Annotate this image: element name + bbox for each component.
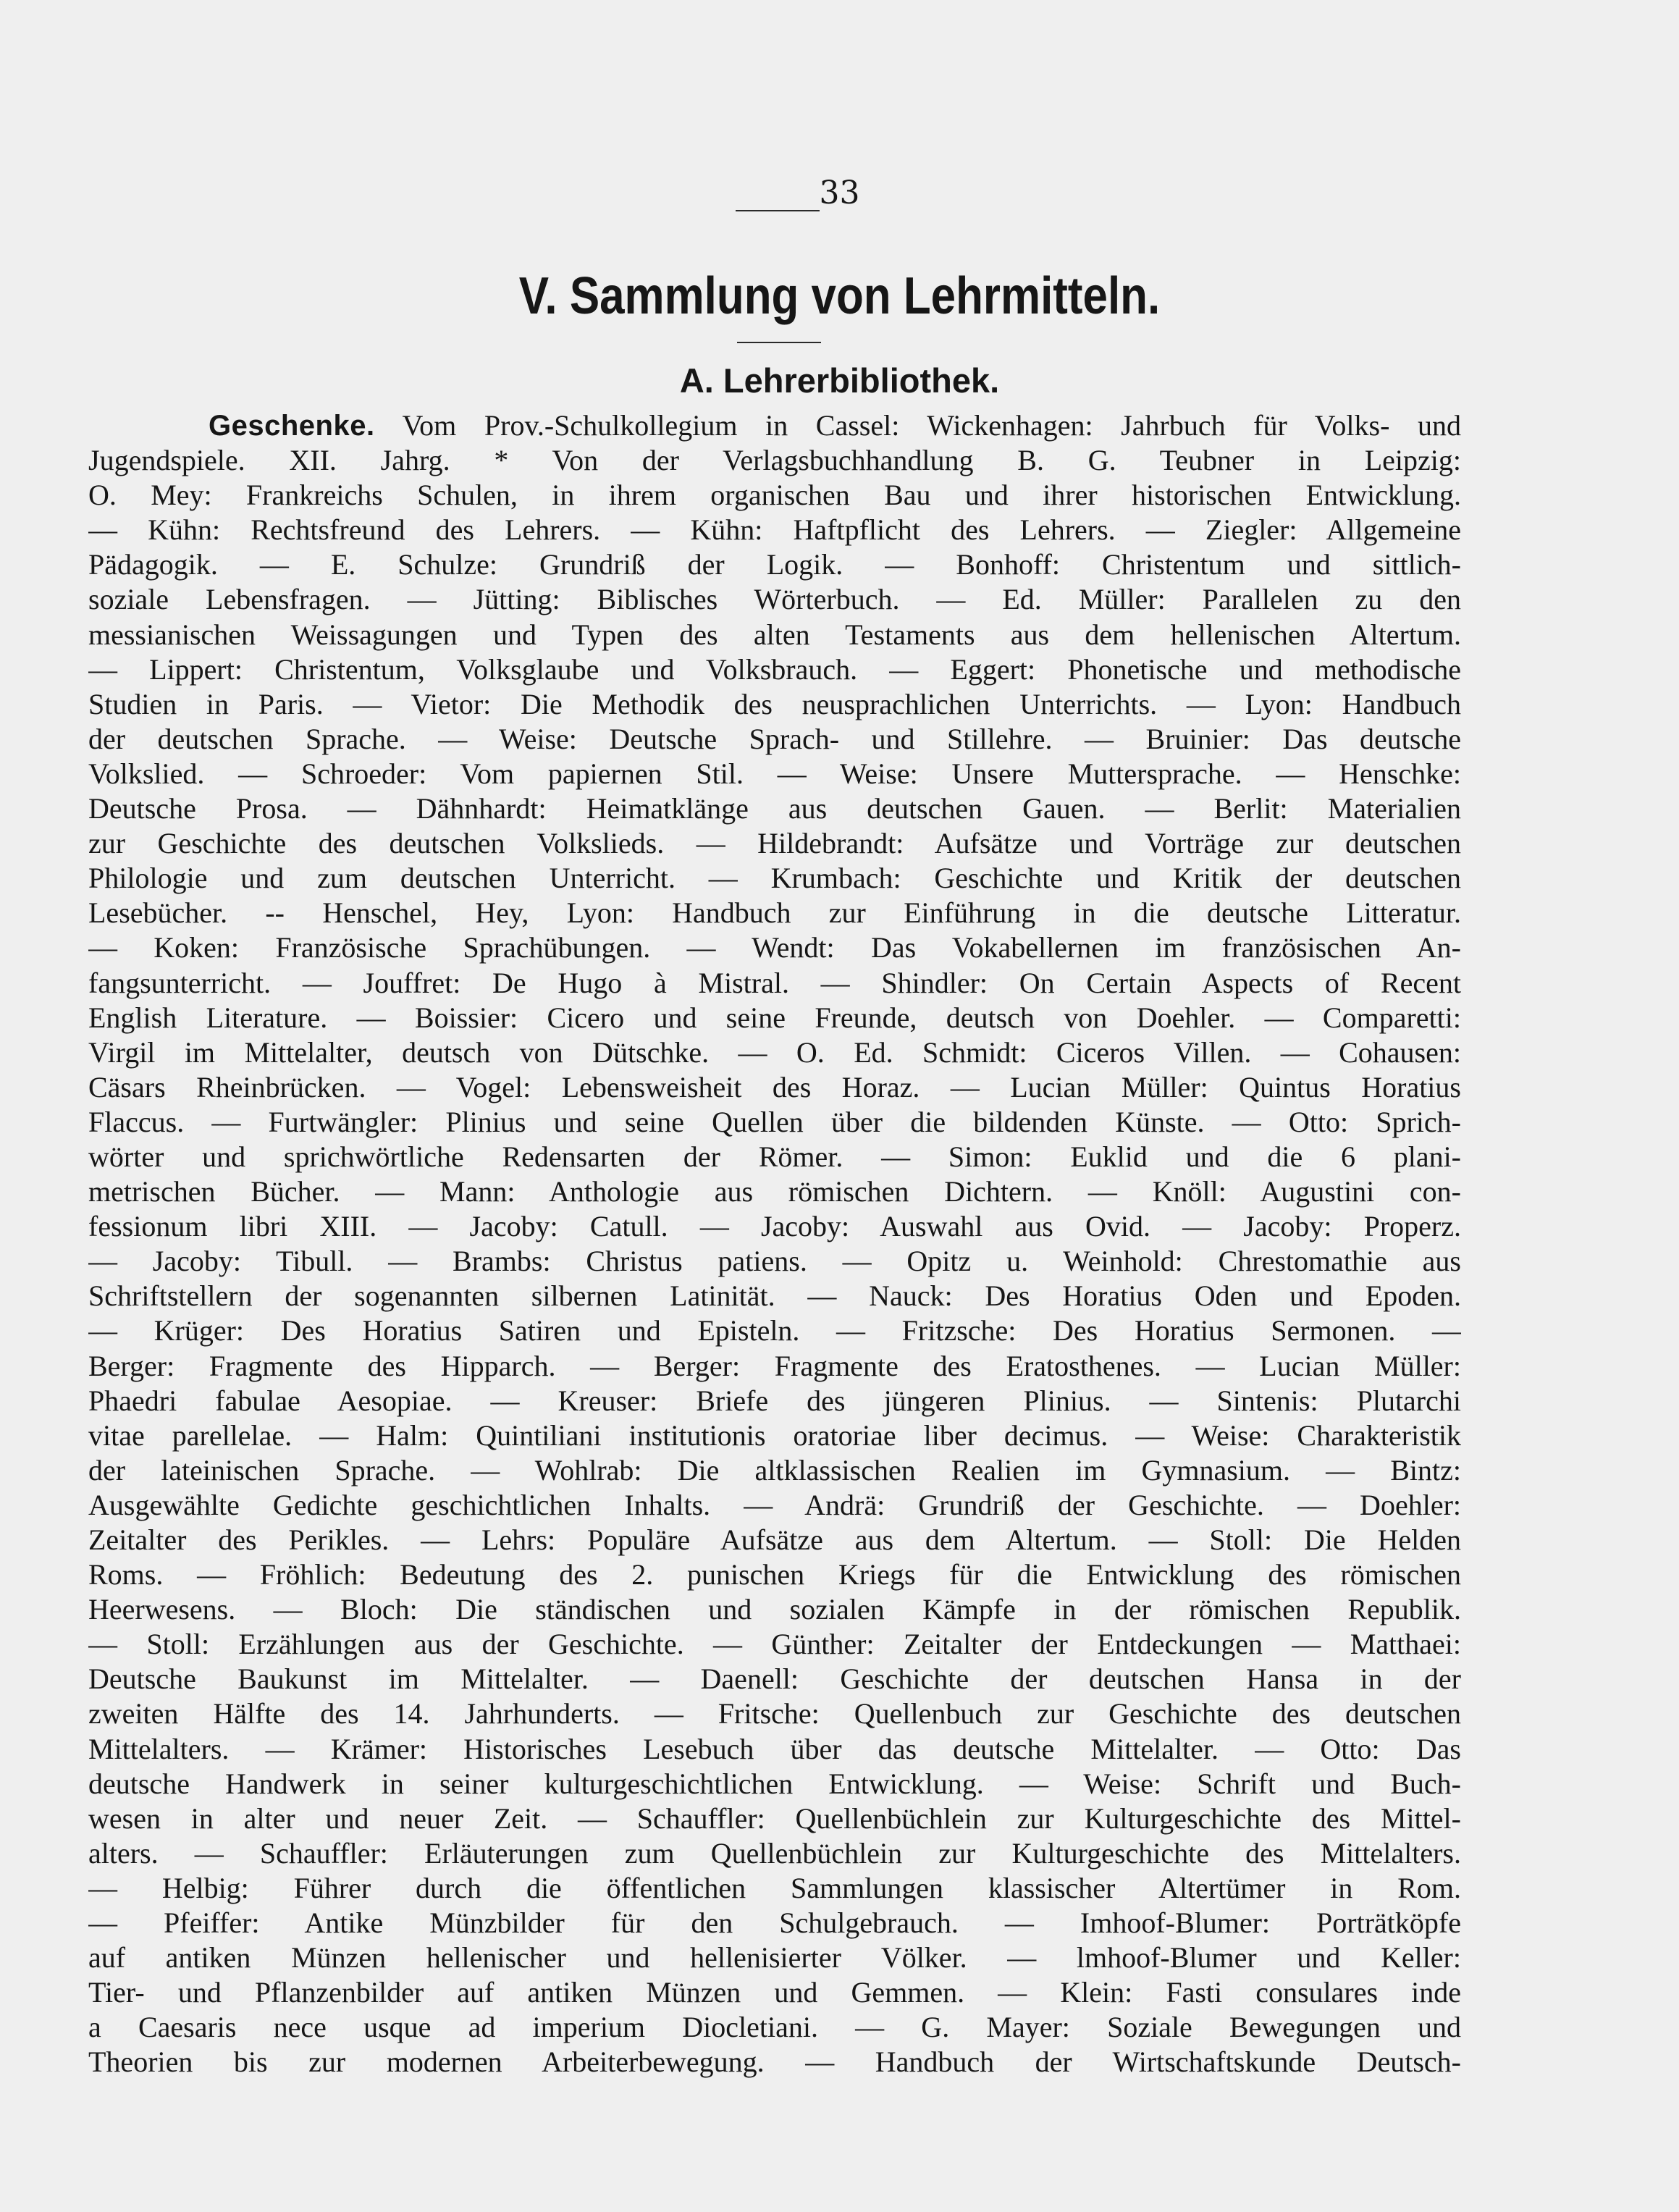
text-line: Roms. — Fröhlich: Bedeutung des 2. punischen Kriegs für die Entwicklung des römischen (88, 1558, 1461, 1591)
text-line: Studien in Paris. — Vietor: Die Methodik des neusprachlichen Unterrichts. — Lyon: Handbuch (88, 687, 1461, 720)
text-line: metrischen Bücher. — Mann: Anthologie aus römischen Dichtern. — Knöll: Augustini con- (88, 1175, 1461, 1208)
text-line: der lateinischen Sprache. — Wohlrab: Die altklassischen Realien im Gymnasium. — Bintz: (88, 1453, 1461, 1486)
text-line: Ausgewählte Gedichte geschichtlichen Inhalts. — Andrä: Grundriß der Geschichte. — Doehler: (88, 1488, 1461, 1521)
text-line: Deutsche Baukunst im Mittelalter. — Daenell: Geschichte der deutschen Hansa in der (88, 1662, 1461, 1696)
text-line: Mittelalters. — Krämer: Historisches Lesebuch über das deutsche Mittelalter. — Otto: Das (88, 1732, 1461, 1765)
text-line: English Literature. — Boissier: Cicero und seine Freunde, deutsch von Doehler. — Comparetti: (88, 1001, 1461, 1034)
text-line: auf antiken Münzen hellenischer und hellenisierter Völker. — lmhoof-Blumer und Keller: (88, 1941, 1461, 1975)
text-line: Schriftstellern der sogenannten silbernen Latinität. — Nauck: Des Horatius Oden und Epoden. (88, 1279, 1461, 1313)
text-line: zur Geschichte des deutschen Volkslieds. — Hildebrandt: Aufsätze und Vorträge zur deutschen (88, 827, 1461, 860)
text-line (88, 408, 1461, 443)
text-line: Cäsars Rheinbrücken. — Vogel: Lebensweisheit des Horaz. — Lucian Müller: Quintus Horatius (88, 1070, 1461, 1103)
text-line: vitae parellelae. — Halm: Quintiliani institutionis oratoriae liber decimus. — Weise: Charakteristik (88, 1418, 1461, 1452)
page-number-rule (736, 210, 820, 211)
heading-rule (737, 342, 821, 343)
text-line: wörter und sprichwörtliche Redensarten der Römer. — Simon: Euklid und die 6 plani- (88, 1140, 1461, 1173)
text-line: messianischen Weissagungen und Typen des alten Testaments aus dem hellenischen Altertum. (88, 618, 1461, 651)
text-line: Deutsche Prosa. — Dähnhardt: Heimatklänge aus deutschen Gauen. — Berlit: Materialien (88, 792, 1461, 825)
text-line: Flaccus. — Furtwängler: Plinius und seine Quellen über die bildenden Künste. — Otto: Sprich- (88, 1105, 1461, 1138)
text-line: Theorien bis zur modernen Arbeiterbewegung. — Handbuch der Wirtschaftskunde Deutsch- (88, 2045, 1461, 2079)
text-line: Tier- und Pflanzenbilder auf antiken Münzen und Gemmen. — Klein: Fasti consulares inde (88, 1976, 1461, 2009)
text-line: — Kühn: Rechtsfreund des Lehrers. — Kühn: Haftpflicht des Lehrers. — Ziegler: Allgemeine (88, 513, 1461, 547)
text-line: a Caesaris nece usque ad imperium Diocletiani. — G. Mayer: Soziale Bewegungen und (88, 2011, 1461, 2044)
lead-word: Geschenke. (209, 410, 375, 442)
text-line: Jugendspiele. XII. Jahrg. * Von der Verlagsbuchhandlung B. G. Teubner in Leipzig: (88, 444, 1461, 477)
text-line: fessionum libri XIII. — Jacoby: Catull. — Jacoby: Auswahl aus Ovid. — Jacoby: Properz. (88, 1210, 1461, 1243)
text-line: Pädagogik. — E. Schulze: Grundriß der Logik. — Bonhoff: Christentum und sittlich- (88, 548, 1461, 581)
page-number: 33 (819, 174, 860, 211)
section-heading: V. Sammlung von Lehrmitteln. (518, 267, 1161, 325)
text-line: — Stoll: Erzählungen aus der Geschichte. — Günther: Zeitalter der Entdeckungen — Matthaei: (88, 1628, 1461, 1661)
text-line: Lesebücher. -- Henschel, Hey, Lyon: Handbuch zur Einführung in die deutsche Litteratur. (88, 896, 1461, 930)
text-line: soziale Lebensfragen. — Jütting: Biblisches Wörterbuch. — Ed. Müller: Parallelen zu den (88, 583, 1461, 616)
text-line: Volkslied. — Schroeder: Vom papiernen Stil. — Weise: Unsere Muttersprache. — Henschke: (88, 757, 1461, 790)
text-line: — Lippert: Christentum, Volksglaube und Volksbrauch. — Eggert: Phonetische und methodische (88, 652, 1461, 686)
text-line: fangsunterricht. — Jouffret: De Hugo à Mistral. — Shindler: On Certain Aspects of Recent (88, 966, 1461, 999)
text-line: der deutschen Sprache. — Weise: Deutsche Sprach- und Stillehre. — Bruinier: Das deutsche (88, 722, 1461, 755)
body-text (88, 408, 1461, 2080)
text-line: zweiten Hälfte des 14. Jahrhunderts. — Fritsche: Quellenbuch zur Geschichte des deutschen (88, 1697, 1461, 1731)
text-line: — Krüger: Des Horatius Satiren und Episteln. — Fritzsche: Des Horatius Sermonen. — (88, 1314, 1461, 1347)
text-line: Heerwesens. — Bloch: Die ständischen und sozialen Kämpfe in der römischen Republik. (88, 1593, 1461, 1626)
text-line: — Koken: Französische Sprachübungen. — Wendt: Das Vokabellernen im französischen An- (88, 931, 1461, 964)
text-line: deutsche Handwerk in seiner kulturgeschichtlichen Entwicklung. — Weise: Schrift und Buch- (88, 1767, 1461, 1800)
text-line: — Helbig: Führer durch die öffentlichen Sammlungen klassischer Altertümer in Rom. (88, 1871, 1461, 1904)
text-line: wesen in alter und neuer Zeit. — Schauffler: Quellenbüchlein zur Kulturgeschichte des Mittel- (88, 1801, 1461, 1835)
text-line: Berger: Fragmente des Hipparch. — Berger: Fragmente des Eratosthenes. — Lucian Müller: (88, 1349, 1461, 1382)
text-line: Zeitalter des Perikles. — Lehrs: Populäre Aufsätze aus dem Altertum. — Stoll: Die Helden (88, 1523, 1461, 1556)
text-line: — Pfeiffer: Antike Münzbilder für den Schulgebrauch. — Imhoof-Blumer: Porträtköpfe (88, 1906, 1461, 1940)
subsection-heading: A. Lehrerbibliothek. (679, 361, 1000, 400)
text-line: Virgil im Mittelalter, deutsch von Dütschke. — O. Ed. Schmidt: Ciceros Villen. — Cohausen: (88, 1035, 1461, 1069)
text-line: O. Mey: Frankreichs Schulen, in ihrem organischen Bau und ihrer historischen Entwicklung. (88, 479, 1461, 512)
text-line: alters. — Schauffler: Erläuterungen zum Quellenbüchlein zur Kulturgeschichte des Mittelalters. (88, 1836, 1461, 1870)
text-line: Philologie und zum deutschen Unterricht. — Krumbach: Geschichte und Kritik der deutschen (88, 862, 1461, 895)
text-line: Phaedri fabulae Aesopiae. — Kreuser: Briefe des jüngeren Plinius. — Sintenis: Plutarchi (88, 1384, 1461, 1417)
text-line-content: Vom Prov.-Schulkollegium in Cassel: Wickenhagen: Jahrbuch für Volks- und (374, 409, 1461, 442)
text-line: — Jacoby: Tibull. — Brambs: Christus patiens. — Opitz u. Weinhold: Chrestomathie aus (88, 1245, 1461, 1278)
